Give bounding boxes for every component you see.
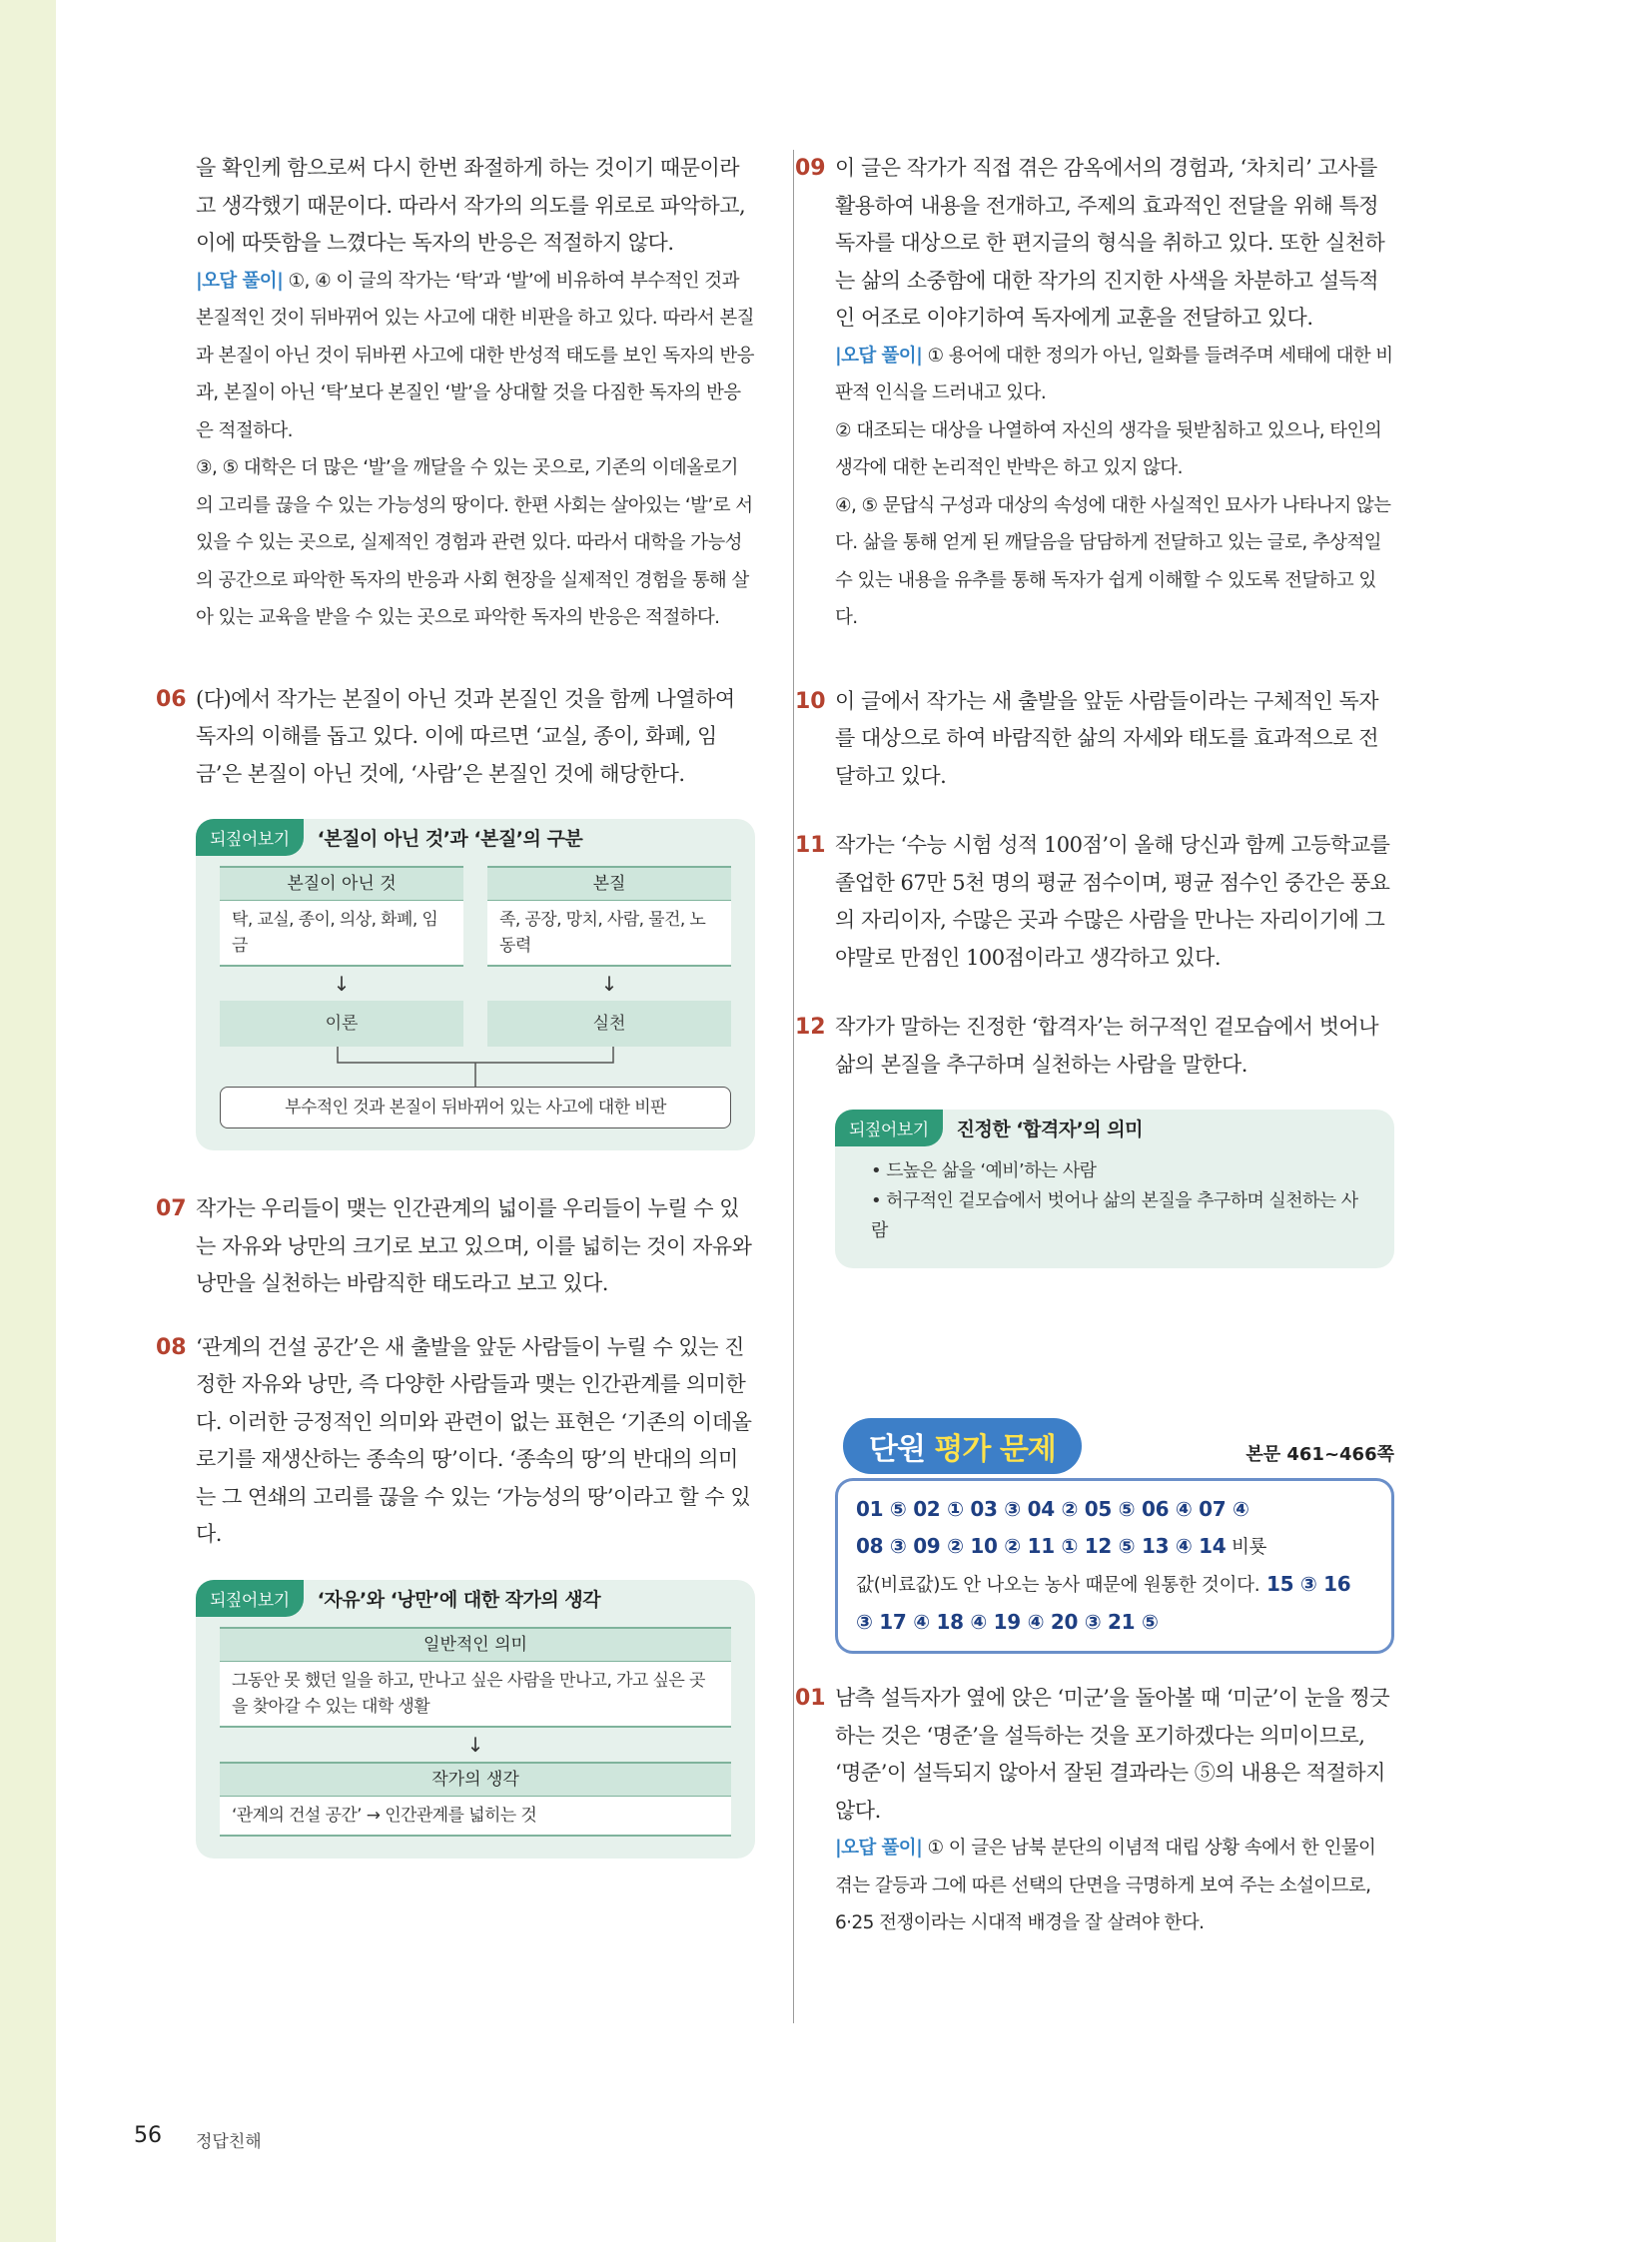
answer-11-text: 작가는 ‘수능 시험 성적 100점’이 올해 당신과 함께 고등학교를 졸업한 67만 5천 명의 평균 점수이며, 평균 점수인 중간은 풍요의 자리이자, 수많은 곳과 수많은 사람을 만나는 자리이기에 그야말로 만점인 100점이라고 생각하고 있다. <box>835 833 1390 970</box>
unit-evaluation <box>835 1418 1394 1654</box>
answer-key-row: 01 ⑤ 02 ① 03 ③ 04 ② 05 ⑤ 06 ④ 07 ④ <box>856 1497 1249 1521</box>
down-arrow-icon: ↓ <box>333 972 351 996</box>
review-box-header <box>835 1110 1370 1146</box>
answer-09 <box>795 150 1394 637</box>
answer-eval-01-notes <box>835 1830 1394 1942</box>
sidebar-strip <box>0 0 56 2242</box>
diagram-col-head: 본질이 아닌 것 <box>220 866 463 901</box>
answer-09-text: 이 글은 작가가 직접 겪은 감옥에서의 경험과, ‘차치리’ 고사를 활용하여 내용을 전개하고, 주제의 효과적인 전달을 위해 특정 독자를 대상으로 한 편지글의 형식을 취하고 있다. 또한 실천하는 삶의 소중함에 대한 작가의 진지한 사색을 차분하고 설득적인 어조로 이야기하여 독자에게 교훈을 전달하고 있다. <box>835 156 1385 330</box>
page-reference: 본문 461~466쪽 <box>1245 1444 1394 1465</box>
review-box-passer <box>835 1110 1394 1268</box>
passer-bullet-list <box>859 1156 1370 1246</box>
answer-number: 10 <box>795 688 826 714</box>
answer-eval-01-text: 남측 설득자가 옆에 앉은 ‘미군’을 돌아볼 때 ‘미군’이 눈을 찡긋하는 것은 ‘명준’을 설득하는 것을 포기하겠다는 의미이므로, ‘명준’이 설득되지 않아서 잘된 결과라는 ⑤의 내용은 적절하지 않다. <box>835 1686 1390 1823</box>
answer-number: 01 <box>795 1686 826 1711</box>
down-arrow-icon: ↓ <box>466 1732 484 1757</box>
answer-12-text: 작가가 말하는 진정한 ‘합격자’는 허구적인 겉모습에서 벗어나 삶의 본질을 추구하며 실천하는 사람을 말한다. <box>835 1015 1379 1077</box>
diagram-cell: 탁, 교실, 종이, 의상, 화폐, 임금 <box>220 901 463 967</box>
essence-diagram-columns <box>220 866 731 1047</box>
wrong-answer-tag: |오답 풀이| <box>835 345 923 367</box>
review-tag: 되짚어보기 <box>196 1580 304 1617</box>
answer-09-note-3: ④, ⑤ 문답식 구성과 대상의 속성에 대한 사실적인 묘사가 나타나지 않는다. 삶을 통해 얻게 된 깨달음을 담담하게 전달하고 있는 글로, 추상적일 수 있는 내용을 유추를 통해 독자가 쉽게 이해할 수 있도록 전달하고 있다. <box>835 494 1391 628</box>
unit-evaluation-header <box>835 1418 1394 1478</box>
diagram-result-theory: 이론 <box>220 1001 463 1047</box>
diagram-col-head: 일반적인 의미 <box>220 1627 731 1662</box>
answer-12 <box>795 1009 1394 1084</box>
wrong-answer-tag: |오답 풀이| <box>196 270 284 292</box>
review-box-freedom <box>196 1580 755 1859</box>
diagram-conclusion: 부수적인 것과 본질이 뒤바뀌어 있는 사고에 대한 비판 <box>220 1087 731 1128</box>
diagram-col-head: 본질 <box>487 866 731 901</box>
answer-08-text: ‘관계의 건설 공간’은 새 출발을 앞둔 사람들이 누릴 수 있는 진정한 자유와 낭만, 즉 다양한 사람들과 맺는 인간관계를 의미한다. 이러한 긍정적인 의미와 관련이 없는 표현은 ‘기존의 이데올로기를 재생산하는 종속의 땅’이다. ‘종속의 땅’의 반대의 의미는 그 연쇄의 고리를 끊을 수 있는 ‘가능성의 땅’이라고 할 수 있다. <box>196 1334 752 1546</box>
bullet-item: • 허구적인 겉모습에서 벗어나 삶의 본질을 추구하며 실천하는 사람 <box>871 1190 1358 1241</box>
answer-09-note-1: ① 용어에 대한 정의가 아닌, 일화를 들려주며 세태에 대한 비판적 인식을 드러내고 있다. <box>835 345 1393 403</box>
diagram-cell: ‘관계의 건설 공간’ → 인간관계를 넓히는 것 <box>220 1797 731 1837</box>
diagram-cell: 족, 공장, 망치, 사람, 물건, 노동력 <box>487 901 731 967</box>
answer-11 <box>795 827 1394 977</box>
answer-eval-01-note: ① 이 글은 남북 분단의 이념적 대립 상황 속에서 한 인물이 겪는 갈등과 그에 따른 선택의 단면을 극명하게 보여 주는 소설이므로, 6·25 전쟁이라는 시대적 배경을 잘 살려야 한다. <box>835 1838 1376 1933</box>
review-box-header <box>196 819 731 856</box>
answer-eval-01 <box>795 1680 1394 1942</box>
column-divider <box>793 150 794 2023</box>
review-tag: 되짚어보기 <box>196 819 304 856</box>
answer-number: 07 <box>156 1196 187 1221</box>
book-title: 정답친해 <box>196 2132 262 2152</box>
answer-number: 09 <box>795 156 826 181</box>
answer-07 <box>156 1190 755 1303</box>
answer-number: 06 <box>156 686 187 712</box>
unit-evaluation-title: 단원 평가 문제 <box>843 1418 1082 1474</box>
down-arrow-icon: ↓ <box>600 972 618 996</box>
freedom-diagram <box>220 1627 731 1837</box>
answer-number: 08 <box>156 1334 187 1360</box>
answer-05-note-2: ③, ⑤ 대학은 더 많은 ‘발’을 깨달을 수 있는 곳으로, 기존의 이데올로기의 고리를 끊을 수 있는 가능성의 땅이다. 한편 사회는 살아있는 ‘발’로 서 있을 수 있는 곳으로, 실제적인 경험과 관련 있다. 따라서 대학을 가능성의 공간으로 파악한 독자의 반응과 사회 현장을 실제적인 경험을 통해 살아 있는 교육을 받을 수 있는 곳으로 파악한 독자의 반응은 적절하다. <box>196 457 753 628</box>
left-column <box>156 150 755 1859</box>
diagram-col-essence <box>487 866 731 1047</box>
diagram-connector <box>220 1047 731 1087</box>
review-box-title: ‘자유’와 ‘낭만’에 대한 작가의 생각 <box>317 1588 601 1611</box>
right-column <box>795 150 1394 1942</box>
answer-10-text: 이 글에서 작가는 새 출발을 앞둔 사람들이라는 구체적인 독자를 대상으로 하여 바람직한 삶의 자세와 태도를 효과적으로 전달하고 있다. <box>835 688 1379 788</box>
answer-09-notes <box>835 338 1394 412</box>
page-number: 56 <box>134 2123 162 2148</box>
review-box-essence <box>196 819 755 1150</box>
answer-10 <box>795 683 1394 796</box>
answer-07-text: 작가는 우리들이 맺는 인간관계의 넓이를 우리들이 누릴 수 있는 자유와 낭만의 크기로 보고 있으며, 이를 넓히는 것이 자유와 낭만을 실천하는 바람직한 태도라고 보고 있다. <box>196 1196 752 1295</box>
answer-09-note-2: ② 대조되는 대상을 나열하여 자신의 생각을 뒷받침하고 있으나, 타인의 생각에 대한 논리적인 반박은 하고 있지 않다. <box>835 419 1382 478</box>
answer-06-text: (다)에서 작가는 본질이 아닌 것과 본질인 것을 함께 나열하여 독자의 이해를 돕고 있다. 이에 따르면 ‘교실, 종이, 화폐, 임금’은 본질이 아닌 것에, ‘사람’은 본질인 것에 해당한다. <box>196 686 735 786</box>
answer-06 <box>156 681 755 794</box>
answer-number: 12 <box>795 1015 826 1040</box>
answer-key-row: 08 ③ 09 ② 10 ② 11 ① 12 ⑤ 13 ④ 14 비룟 <box>856 1534 1267 1558</box>
answer-05-continuation: 을 확인케 함으로써 다시 한번 좌절하게 하는 것이기 때문이라고 생각했기 때문이다. 따라서 작가의 의도를 위로로 파악하고, 이에 따뜻함을 느꼈다는 독자의 반응은 적절하지 않다. <box>196 156 746 255</box>
answer-05-note-1: ①, ④ 이 글의 작가는 ‘탁’과 ‘발’에 비유하여 부수적인 것과 본질적인 것이 뒤바뀌어 있는 사고에 대한 비판을 하고 있다. 따라서 본질과 본질이 아닌 것이 뒤바뀐 사고에 대한 반성적 태도를 보인 독자의 반응과, 본질이 아닌 ‘탁’보다 본질인 ‘발’을 상대할 것을 다짐한 독자의 반응은 적절하다. <box>196 270 754 441</box>
diagram-cell: 그동안 못 했던 일을 하고, 만나고 싶은 사람을 만나고, 가고 싶은 곳을 찾아갈 수 있는 대학 생활 <box>220 1662 731 1728</box>
answer-key-box <box>835 1478 1394 1654</box>
answer-05-notes <box>196 263 755 450</box>
review-box-title: 진정한 ‘합격자’의 의미 <box>956 1119 1143 1140</box>
diagram-col-head: 작가의 생각 <box>220 1762 731 1797</box>
answer-08 <box>156 1329 755 1554</box>
wrong-answer-tag: |오답 풀이| <box>835 1838 923 1859</box>
answer-key-row: 값(비료값)도 안 나오는 농사 때문에 원통한 것이다. 15 ③ 16 <box>856 1572 1351 1596</box>
answer-number: 11 <box>795 833 826 858</box>
review-box-title: ‘본질이 아닌 것’과 ‘본질’의 구분 <box>317 828 583 850</box>
review-box-header <box>196 1580 731 1617</box>
diagram-col-nonessence <box>220 866 463 1047</box>
diagram-result-practice: 실천 <box>487 1001 731 1047</box>
answer-key-row: ③ 17 ④ 18 ④ 19 ④ 20 ③ 21 ⑤ <box>856 1610 1159 1634</box>
bullet-item: • 드높은 삶을 ‘예비’하는 사람 <box>871 1160 1097 1181</box>
review-tag: 되짚어보기 <box>835 1110 943 1146</box>
